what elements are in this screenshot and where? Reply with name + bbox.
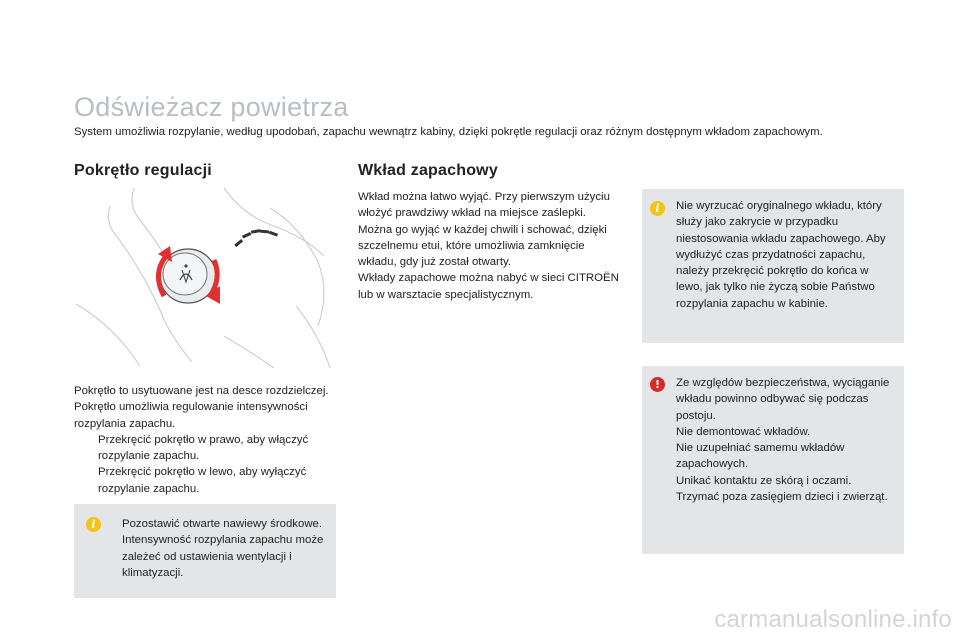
note-text: Nie wyrzucać oryginalnego wkładu, który służy jako zakrycie w przypadku niestosowania wkładu zapachowego. Aby wydłużyć czas przydatności zapachu, należy przekręcić pokrętło do końca w lewo, jak tylko nie życzą sobie Państwo rozpylania zapachu w kabinie. [676, 200, 886, 310]
warning-line: Nie demontować wkładów. [676, 425, 811, 438]
left-column-text [74, 383, 342, 497]
left-paragraph-2: Pokrętło umożliwia regulowanie intensywności rozpylania zapachu. [74, 401, 308, 430]
heading-fragrance-cartridge: Wkład zapachowy [358, 162, 498, 179]
warning-icon: ! [650, 377, 665, 392]
bullet-text: Przekręcić pokrętło w prawo, aby włączyć rozpylanie zapachu. [98, 433, 309, 463]
page-title: Odświeżacz powietrza [74, 92, 349, 122]
warning-line: Ze względów bezpieczeństwa, wyciąganie wkładu powinno odbywać się podczas postoju. [676, 377, 890, 422]
heading-control-knob: Pokrętło regulacji [74, 162, 212, 179]
middle-paragraph-3: Wkłady zapachowe można nabyć w sieci CITROËN lub w warsztacie specjalistycznym. [358, 272, 619, 301]
knob-illustration [74, 186, 336, 370]
list-item [74, 464, 342, 497]
left-paragraph-1: Pokrętło to usytuowane jest na desce rozdzielczej. [74, 385, 329, 397]
list-item [74, 432, 342, 465]
bullet-text: Przekręcić pokrętło w lewo, aby wyłączyć rozpylanie zapachu. [98, 466, 307, 495]
middle-paragraph-2: Można go wyjąć w każdej chwili i schować, dzięki szczelnemu etui, które umożliwia zamknięcie wkładu, gdy już został otwarty. [358, 223, 607, 269]
middle-column-text [358, 189, 620, 303]
intensity-scale [234, 229, 278, 247]
intro-text: System umożliwia rozpylanie, według upodobań, zapachu wewnątrz kabiny, dzięki pokrętle regulacji oraz różnym dostępnym wkładom zapachowym. [74, 126, 823, 138]
warning-line: Trzymać poza zasięgiem dzieci i zwierząt. [676, 491, 888, 504]
bullet-glyph [74, 432, 98, 465]
warning-note-safety [642, 366, 904, 554]
info-note-cartridge [642, 189, 904, 343]
warning-line: Nie uzupełniać samemu wkładów zapachowych. [676, 442, 845, 471]
warning-line: Unikać kontaktu ze skórą i oczami. [676, 474, 852, 487]
dash-line [270, 208, 324, 326]
dash-line [296, 306, 330, 368]
dash-line [224, 336, 274, 368]
middle-paragraph-1: Wkład można łatwo wyjąć. Przy pierwszym użyciu włożyć prawdziwy wkład na miejsce zaślepki. [358, 191, 610, 220]
note-text: Pozostawić otwarte nawiewy środkowe. Intensywność rozpylania zapachu może zależeć od ustawienia wentylacji i klimatyzacji. [122, 518, 324, 579]
info-note-ventilation [74, 504, 336, 598]
knob-illustration-svg [74, 186, 336, 370]
dash-line [76, 304, 140, 366]
watermark: carmanualsonline.info [714, 606, 952, 633]
info-icon: i [86, 517, 101, 532]
info-icon: i [650, 201, 665, 216]
bullet-glyph [74, 464, 98, 497]
